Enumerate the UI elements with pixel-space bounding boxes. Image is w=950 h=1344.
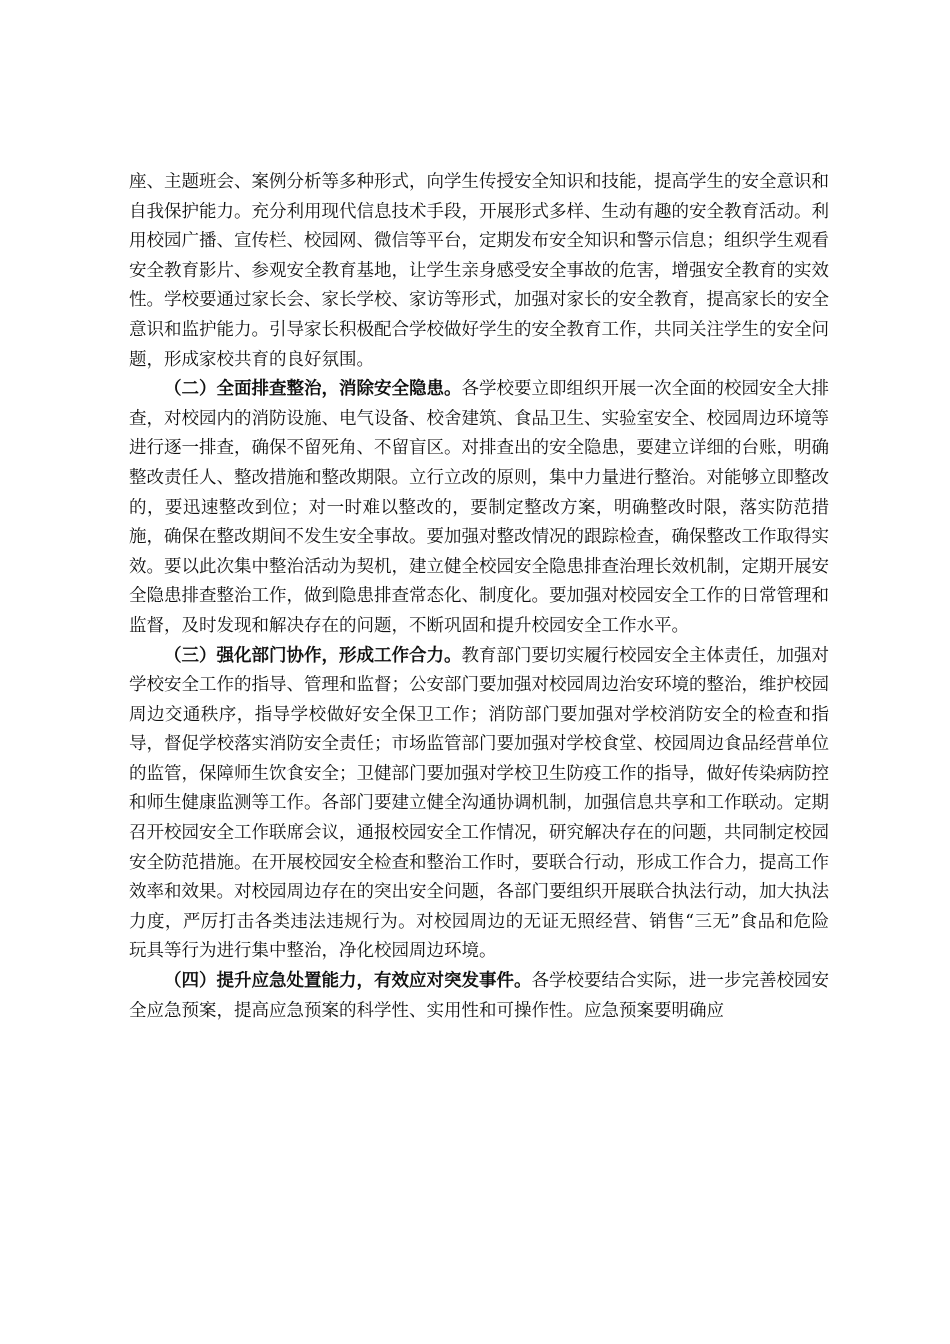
paragraph-section-3 bbox=[129, 642, 829, 968]
paragraph-section-4 bbox=[129, 967, 829, 1026]
paragraph-body: 教育部门要切实履行校园安全主体责任，加强对学校安全工作的指导、管理和监督；公安部门要加强对校园周边治安环境的整治，维护校园周边交通秩序，指导学校做好安全保卫工作；消防部门要加强对学校消防安全的检查和指导，督促学校落实消防安全责任；市场监管部门要加强对学校食堂、校园周边食品经营单位的监管，保障师生饮食安全；卫健部门要加强对学校卫生防疫工作的指导，做好传染病防控和师生健康监测等工作。各部门要建立健全沟通协调机制，加强信息共享和工作联动。定期召开校园安全工作联席会议，通报校园安全工作情况，研究解决存在的问题，共同制定校园安全防范措施。在开展校园安全检查和整治工作时，要联合行动，形成工作合力，提高工作效率和效果。对校园周边存在的突出安全问题，各部门要组织开展联合执法行动，加大执法力度，严厉打击各类违法违规行为。对校园周边的无证无照经营、销售“三无”食品和危险玩具等行为进行集中整治，净化校园周边环境。 bbox=[129, 645, 829, 962]
paragraph-body: 座、主题班会、案例分析等多种形式，向学生传授安全知识和技能，提高学生的安全意识和自我保护能力。充分利用现代信息技术手段，开展形式多样、生动有趣的安全教育活动。利用校园广播、宣传栏、校园网、微信等平台，定期发布安全知识和警示信息；组织学生观看安全教育影片、参观安全教育基地，让学生亲身感受安全事故的危害，增强安全教育的实效性。学校要通过家长会、家长学校、家访等形式，加强对家长的安全教育，提高家长的安全意识和监护能力。引导家长积极配合学校做好学生的安全教育工作，共同关注学生的安全问题，形成家校共育的良好氛围。 bbox=[129, 172, 829, 370]
paragraph-continuation bbox=[129, 168, 829, 375]
section-heading: （四）提升应急处置能力，有效应对突发事件。 bbox=[164, 971, 532, 992]
document-page bbox=[129, 168, 829, 1026]
paragraph-body: 各学校要结合实际，进一步完善校园安全应急预案，提高应急预案的科学性、实用性和可操作性。应急预案要明确应 bbox=[129, 971, 829, 1021]
section-heading: （二）全面排查整治，消除安全隐患。 bbox=[164, 379, 462, 400]
section-heading: （三）强化部门协作，形成工作合力。 bbox=[164, 645, 462, 666]
paragraph-body: 各学校要立即组织开展一次全面的校园安全大排查，对校园内的消防设施、电气设备、校舍建筑、食品卫生、实验室安全、校园周边环境等进行逐一排查，确保不留死角、不留盲区。对排查出的安全隐患，要建立详细的台账，明确整改责任人、整改措施和整改期限。立行立改的原则，集中力量进行整治。对能够立即整改的，要迅速整改到位；对一时难以整改的，要制定整改方案，明确整改时限，落实防范措施，确保在整改期间不发生安全事故。要加强对整改情况的跟踪检查，确保整改工作取得实效。要以此次集中整治活动为契机，建立健全校园安全隐患排查治理长效机制，定期开展安全隐患排查整治工作，做到隐患排查常态化、制度化。要加强对校园安全工作的日常管理和监督，及时发现和解决存在的问题，不断巩固和提升校园安全工作水平。 bbox=[129, 379, 829, 636]
paragraph-section-2 bbox=[129, 375, 829, 641]
